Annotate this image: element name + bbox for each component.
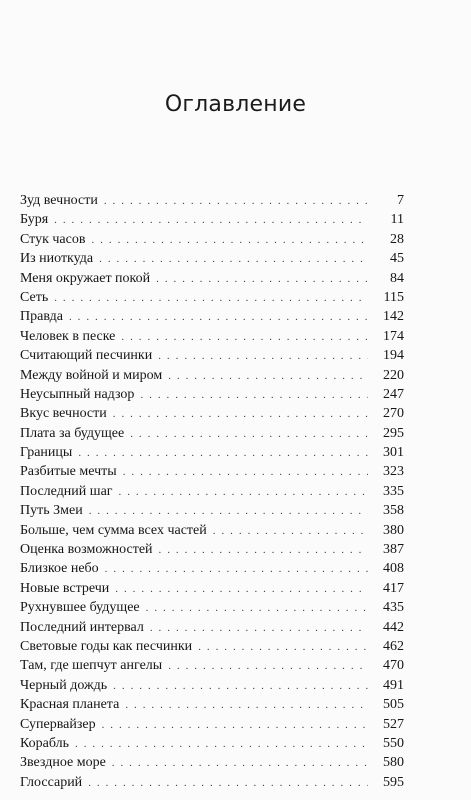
toc-entry	[20, 464, 404, 483]
toc-entry	[20, 697, 404, 716]
toc-entry	[20, 542, 404, 561]
toc-entry-page-number: 550	[383, 735, 404, 751]
dot-leader	[88, 776, 368, 790]
toc-entry-page-number: 194	[383, 348, 404, 364]
dot-leader	[150, 621, 368, 635]
dot-leader	[113, 679, 368, 693]
toc-entry-page-number: 408	[383, 561, 404, 577]
toc-entry-page-number: 301	[383, 445, 404, 461]
dot-leader	[113, 407, 368, 421]
toc-entry-title: Разбитые мечты	[20, 464, 117, 480]
toc-entry	[20, 232, 404, 251]
toc-entry-title: Новые встречи	[20, 580, 110, 596]
toc-entry-page-number: 335	[383, 483, 404, 499]
dot-leader	[69, 310, 368, 324]
toc-entry-title: Неусыпный надзор	[20, 386, 135, 402]
toc-entry-page-number: 380	[383, 522, 404, 538]
toc-entry-title: Вкус вечности	[20, 406, 107, 422]
toc-entry-page-number: 84	[390, 270, 404, 286]
dot-leader	[121, 330, 368, 344]
table-of-contents	[20, 193, 404, 794]
toc-entry-page-number: 220	[383, 367, 404, 383]
toc-entry-title: Правда	[20, 309, 63, 325]
toc-entry	[20, 406, 404, 425]
toc-entry-title: Меня окружает покой	[20, 270, 151, 286]
dot-leader	[78, 446, 368, 460]
toc-entry-title: Плата за будущее	[20, 425, 125, 441]
toc-entry-page-number: 442	[383, 619, 404, 635]
dot-leader	[115, 582, 368, 596]
toc-entry	[20, 581, 404, 600]
toc-entry-title: Границы	[20, 445, 73, 461]
toc-entry-title: Там, где шепчут ангелы	[20, 658, 163, 674]
toc-entry	[20, 212, 404, 231]
dot-leader	[91, 233, 368, 247]
toc-entry-title: Считающий песчинки	[20, 348, 153, 364]
toc-entry-title: Световые годы как песчинки	[20, 638, 193, 654]
toc-entry	[20, 639, 404, 658]
toc-entry-title: Близкое небо	[20, 561, 99, 577]
contents-heading: Оглавление	[164, 92, 307, 117]
toc-entry-page-number: 7	[397, 193, 404, 208]
toc-entry-title: Корабль	[20, 735, 69, 751]
toc-entry-page-number: 491	[383, 677, 404, 693]
toc-entry-page-number: 595	[383, 774, 404, 790]
toc-entry	[20, 658, 404, 677]
toc-entry-title: Буря	[20, 212, 49, 228]
toc-entry-page-number: 470	[383, 658, 404, 674]
toc-entry-title: Рухнувшее будущее	[20, 600, 140, 616]
toc-entry-page-number: 387	[383, 542, 404, 558]
toc-entry-page-number: 580	[383, 755, 404, 771]
toc-entry-page-number: 323	[383, 464, 404, 480]
toc-entry-title: Зуд вечности	[20, 193, 98, 208]
toc-entry-title: Черный дождь	[20, 677, 108, 693]
toc-entry-title: Сеть	[20, 289, 49, 305]
toc-entry-page-number: 295	[383, 425, 404, 441]
dot-leader	[146, 601, 368, 615]
toc-entry	[20, 329, 404, 348]
toc-entry-title: Супервайзер	[20, 716, 96, 732]
toc-entry-page-number: 358	[383, 503, 404, 519]
dot-leader	[99, 252, 368, 266]
toc-entry	[20, 561, 404, 580]
dot-leader	[213, 524, 368, 538]
toc-entry-title: Оценка возможностей	[20, 542, 153, 558]
dot-leader	[123, 465, 368, 479]
toc-entry	[20, 775, 404, 794]
toc-entry-page-number: 417	[383, 580, 404, 596]
dot-leader	[119, 485, 368, 499]
dot-leader	[89, 504, 368, 518]
toc-entry-title: Последний интервал	[20, 619, 144, 635]
toc-entry	[20, 717, 404, 736]
dot-leader	[125, 698, 368, 712]
dot-leader	[156, 272, 368, 286]
toc-entry-title: Больше, чем сумма всех частей	[20, 522, 207, 538]
dot-leader	[54, 213, 368, 227]
toc-entry	[20, 193, 404, 212]
toc-entry	[20, 271, 404, 290]
dot-leader	[140, 388, 368, 402]
toc-entry-title: Путь Змеи	[20, 503, 83, 519]
toc-entry-page-number: 247	[383, 386, 404, 402]
toc-entry	[20, 678, 404, 697]
toc-entry-page-number: 462	[383, 638, 404, 654]
toc-entry-title: Глоссарий	[20, 774, 83, 790]
toc-entry	[20, 620, 404, 639]
toc-entry	[20, 755, 404, 774]
toc-entry	[20, 445, 404, 464]
dot-leader	[105, 562, 368, 576]
toc-entry-title: Человек в песке	[20, 328, 116, 344]
toc-entry-page-number: 28	[390, 231, 404, 247]
dot-leader	[102, 718, 368, 732]
toc-entry-page-number: 142	[383, 309, 404, 325]
dot-leader	[112, 756, 368, 770]
toc-entry	[20, 348, 404, 367]
dot-leader	[159, 543, 368, 557]
dot-leader	[168, 659, 368, 673]
toc-entry-page-number: 11	[390, 212, 404, 228]
toc-entry-page-number: 505	[383, 697, 404, 713]
toc-entry	[20, 503, 404, 522]
dot-leader	[168, 369, 368, 383]
toc-entry-page-number: 527	[383, 716, 404, 732]
toc-entry	[20, 387, 404, 406]
toc-entry-page-number: 174	[383, 328, 404, 344]
toc-entry-title: Звездное море	[20, 755, 106, 771]
toc-entry	[20, 736, 404, 755]
toc-entry	[20, 309, 404, 328]
toc-entry-title: Стук часов	[20, 231, 86, 247]
toc-entry-title: Красная планета	[20, 697, 120, 713]
dot-leader	[158, 349, 368, 363]
dot-leader	[130, 427, 368, 441]
toc-entry-title: Из ниоткуда	[20, 251, 94, 267]
toc-entry-page-number: 270	[383, 406, 404, 422]
toc-entry-page-number: 45	[390, 251, 404, 267]
dot-leader	[198, 640, 368, 654]
toc-entry	[20, 426, 404, 445]
toc-entry	[20, 600, 404, 619]
toc-entry	[20, 523, 404, 542]
toc-entry	[20, 290, 404, 309]
toc-entry	[20, 368, 404, 387]
dot-leader	[54, 291, 368, 305]
toc-entry	[20, 251, 404, 270]
dot-leader	[75, 737, 368, 751]
toc-entry-title: Между войной и миром	[20, 367, 163, 383]
toc-entry	[20, 484, 404, 503]
toc-entry-page-number: 435	[383, 600, 404, 616]
dot-leader	[104, 194, 368, 208]
toc-entry-title: Последний шаг	[20, 483, 113, 499]
toc-entry-page-number: 115	[383, 289, 404, 305]
